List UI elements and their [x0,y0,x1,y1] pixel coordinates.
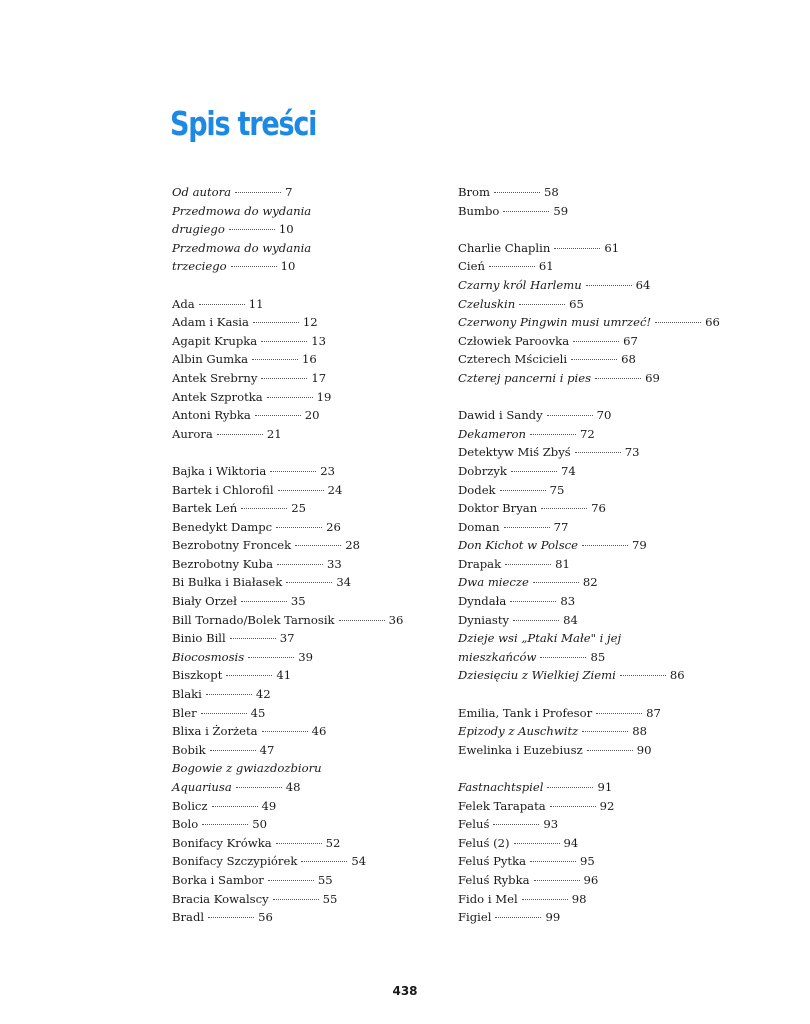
toc-entry-page: 11 [248,296,264,311]
dot-leader [229,229,275,230]
toc-entry-page: 37 [279,631,295,646]
dot-leader [547,415,593,416]
toc-entry-title: Ewelinka i Euzebiusz [458,742,583,757]
dot-leader [504,527,550,528]
toc-entry-page: 69 [645,370,660,385]
dot-leader [495,917,541,918]
toc-entry-page: 84 [563,612,578,627]
toc-entry-title: Bartek i Chlorofil [172,482,274,497]
toc-entry-title: Antek Srebrny [172,370,258,385]
toc-entry-title: Adam i Kasia [172,315,249,330]
toc-entry-title: Czerwony Pingwin musi umrzeć! [458,315,652,330]
toc-entry [172,908,442,927]
dot-leader [199,304,245,305]
toc-entry-title: Przedmowa do wydania [172,240,312,255]
toc-entry-title: Fastnachtspiel [458,780,544,794]
dot-leader [268,880,314,881]
toc-entry [172,722,442,741]
toc-entry-title: Dzieje wsi „Ptaki Małe" i jej [458,631,622,646]
section-gap [172,443,442,462]
dot-leader [212,806,258,807]
toc-entry-title: Bogowie z gwiazdozbioru [172,761,322,776]
toc-entry-page: 96 [583,872,599,887]
dot-leader [494,192,540,193]
dot-leader [530,434,576,435]
toc-entry-title: Biszkopt [172,668,223,683]
dot-leader [586,285,632,286]
toc-entry-page: 34 [336,575,352,590]
toc-entry-title: Bajka i Wiktoria [172,463,267,478]
toc-entry [458,555,748,574]
toc-entry-page: 12 [302,315,318,330]
toc-entry [172,183,442,202]
toc-entry-title: Dyniasty [458,612,510,627]
toc-entry [172,202,442,221]
dot-leader [301,861,347,862]
toc-entry-page: 26 [326,519,341,534]
toc-entry-page: 61 [538,259,554,274]
toc-entry-title: Cień [458,259,485,274]
dot-leader [273,899,319,900]
dot-leader [262,731,308,732]
dot-leader [587,750,633,751]
toc-entry-title: Dawid i Sandy [458,408,543,423]
toc-entry-page: 79 [632,538,647,553]
dot-leader [236,787,282,788]
toc-entry-title: Feluś Pytka [458,854,527,869]
toc-entry-page: 50 [252,817,267,832]
toc-entry [172,815,442,834]
toc-entry-page: 13 [311,333,326,348]
dot-leader [339,620,385,621]
toc-entry [458,666,748,685]
toc-entry-title: Blaki [172,687,202,702]
toc-entry-title: Bracia Kowalscy [172,891,269,906]
dot-leader [514,843,560,844]
toc-entry [172,704,442,723]
toc-entry-title: Przedmowa do wydania [172,203,312,218]
toc-entry [458,369,748,388]
dot-leader [261,378,307,379]
toc-entry-title: Aurora [172,426,213,441]
toc-entry-page: 93 [543,817,559,832]
toc-entry-page: 55 [322,891,338,906]
toc-entry-title: Człowiek Paroovka [458,333,570,348]
toc-entry [172,536,442,555]
dot-leader [575,452,621,453]
toc-entry [172,759,442,778]
toc-entry [458,481,748,500]
toc-entry-page: 16 [302,352,317,367]
toc-entry [458,629,748,648]
dot-leader [620,675,666,676]
toc-entry-page: 19 [316,389,332,404]
toc-entry [458,778,748,797]
toc-entry [458,890,748,909]
toc-entry-title: Czterej pancerni i pies [458,370,592,385]
dot-leader [493,824,539,825]
dot-leader [286,582,332,583]
page-title: Spis treści [170,104,317,143]
dot-leader [295,545,341,546]
toc-entry-page: 45 [250,705,266,720]
dot-leader [534,880,580,881]
toc-entry-title: Biały Orzeł [172,594,237,609]
toc-entry-title: Charlie Chaplin [458,240,551,255]
toc-entry [458,722,748,741]
toc-entry-title: drugiego [172,222,225,237]
toc-entry-page: 28 [345,538,360,553]
dot-leader [248,657,294,658]
toc-entry [172,313,442,332]
toc-entry-title: Dekameron [458,426,526,441]
dot-leader [253,322,299,323]
toc-entry-title: Bezrobotny Kuba [172,556,273,571]
toc-entry-page: 48 [285,780,301,794]
toc-entry [172,220,442,239]
toc-entry [458,499,748,518]
toc-entry-title: Dodek [458,482,496,497]
dot-leader [241,601,287,602]
toc-entry-page: 65 [569,296,584,311]
toc-entry-title: Doman [458,519,500,534]
toc-entry-page: 76 [591,501,606,516]
toc-entry-title: Feluś Rybka [458,872,530,887]
toc-entry-page: 83 [560,594,576,609]
toc-entry [172,295,442,314]
toc-entry-title: Bradl [172,910,205,925]
toc-entry-page: 54 [351,854,367,869]
toc-entry-page: 41 [276,668,292,683]
toc-entry-title: Feluś [458,817,490,832]
toc-entry-title: Brom [458,185,491,199]
page-number: 438 [392,984,418,998]
dot-leader [500,490,546,491]
dot-leader [226,675,272,676]
toc-entry [458,295,748,314]
dot-leader [202,824,248,825]
toc-entry [458,648,748,667]
toc-entry [172,834,442,853]
toc-entry [458,815,748,834]
toc-entry-title: Bonifacy Krówka [172,835,272,850]
toc-entry [458,202,748,221]
toc-entry-page: 74 [560,463,576,478]
toc-entry-page: 35 [290,594,306,609]
toc-entry-title: Bolo [172,817,199,832]
dot-leader [595,378,641,379]
toc-entry [458,871,748,890]
toc-entry-page: 94 [563,835,579,850]
toc-entry-title: Doktor Bryan [458,501,538,516]
toc-entry-page: 85 [590,649,606,664]
toc-entry [172,462,442,481]
toc-entry-title: Czarny król Harlemu [458,277,582,292]
toc-entry-title: Bi Bułka i Białasek [172,575,283,590]
toc-entry-title: Antoni Rybka [172,408,251,423]
toc-entry-page: 88 [632,724,648,739]
toc-entry [172,257,442,276]
section-gap [458,220,748,239]
toc-entry [458,592,748,611]
dot-leader [503,211,549,212]
toc-entry-page: 56 [258,910,273,925]
dot-leader [235,192,281,193]
dot-leader [550,806,596,807]
toc-entry [172,611,442,630]
toc-entry-title: Ada [172,296,195,311]
toc-entry [458,276,748,295]
toc-entry-title: Dziesięciu z Wielkiej Ziemi [458,668,616,683]
toc-entry-page: 21 [266,426,282,441]
toc-entry-page: 87 [646,705,661,720]
dot-leader [522,899,568,900]
toc-entry-title: Aquariusa [172,780,232,794]
toc-entry [458,573,748,592]
toc-entry-page: 47 [259,742,275,757]
toc-entry [172,425,442,444]
toc-entry-title: Felek Tarapata [458,798,546,813]
toc-entry [458,183,748,202]
toc-entry-page: 10 [280,259,296,274]
toc-entry-title: Bezrobotny Froncek [172,538,292,553]
toc-entry [172,388,442,407]
toc-entry-page: 72 [579,426,595,441]
toc-entry [172,666,442,685]
toc-entry [172,555,442,574]
toc-entry-page: 55 [317,872,333,887]
toc-entry-page: 23 [320,463,336,478]
toc-entry-page: 52 [325,835,341,850]
toc-entry [458,741,748,760]
toc-entry [172,871,442,890]
toc-entry-title: Emilia, Tank i Profesor [458,705,593,720]
toc-entry [458,425,748,444]
toc-entry-title: Albin Gumka [172,352,249,367]
toc-entry [172,778,442,797]
dot-leader [533,582,579,583]
toc-entry-page: 98 [571,891,587,906]
toc-entry-title: Czterech Mścicieli [458,352,568,367]
section-gap [458,685,748,704]
toc-entry-page: 10 [278,222,294,237]
toc-column-left [172,183,442,927]
toc-entry-title: Agapit Krupka [172,333,258,348]
toc-entry [172,518,442,537]
toc-entry [458,834,748,853]
toc-entry [172,648,442,667]
dot-leader [210,750,256,751]
toc-entry-title: Bumbo [458,203,500,218]
toc-entry-title: Detektyw Miś Zbyś [458,445,571,460]
toc-entry-title: Binio Bill [172,631,226,646]
toc-entry [458,518,748,537]
toc-entry-page: 49 [261,798,277,813]
dot-leader [582,731,628,732]
toc-entry-page: 91 [597,780,613,794]
toc-entry-page: 95 [580,854,595,869]
dot-leader [255,415,301,416]
dot-leader [206,694,252,695]
toc-entry [458,462,748,481]
toc-entry-page: 68 [621,352,636,367]
toc-entry-title: Bartek Leń [172,501,238,516]
dot-leader [513,620,559,621]
toc-entry [172,797,442,816]
section-gap [458,759,748,778]
toc-entry-page: 42 [255,687,271,702]
toc-entry-page: 24 [327,482,343,497]
dot-leader [573,341,619,342]
toc-entry-title: Antek Szprotka [172,389,263,404]
toc-entry [172,481,442,500]
toc-entry-page: 25 [291,501,306,516]
toc-entry-page: 70 [596,408,612,423]
toc-entry [458,239,748,258]
dot-leader [530,861,576,862]
toc-entry-title: Feluś (2) [458,835,510,850]
dot-leader [208,917,254,918]
toc-entry [172,332,442,351]
toc-entry [172,573,442,592]
section-gap [172,276,442,295]
toc-entry [172,890,442,909]
dot-leader [489,266,535,267]
toc-entry [172,350,442,369]
dot-leader [541,508,587,509]
toc-entry-page: 33 [326,556,342,571]
dot-leader [571,359,617,360]
toc-entry-page: 64 [635,277,651,292]
toc-entry-title: Dwa miecze [458,575,529,590]
toc-entry-page: 99 [545,910,561,925]
toc-entry-title: Dobrzyk [458,463,507,478]
toc-entry [458,704,748,723]
toc-entry-title: Biocosmosis [172,649,245,664]
toc-entry-title: Bler [172,705,197,720]
toc-entry-title: Benedykt Dampc [172,519,273,534]
toc-entry-title: Figiel [458,910,492,925]
toc-entry-title: mieszkańców [458,649,537,664]
toc-entry [172,239,442,258]
toc-entry-title: Bonifacy Szczypiórek [172,854,298,869]
toc-entry-page: 39 [298,649,313,664]
toc-entry [172,629,442,648]
dot-leader [231,266,277,267]
dot-leader [655,322,701,323]
toc-entry-title: Don Kichot w Polsce [458,538,579,553]
dot-leader [241,508,287,509]
toc-entry-title: Bobik [172,742,206,757]
toc-entry-page: 61 [604,240,620,255]
toc-entry-page: 90 [636,742,652,757]
toc-entry-page: 67 [623,333,638,348]
toc-entry [458,797,748,816]
toc-entry-title: Dyndała [458,594,507,609]
toc-entry-page: 20 [304,408,320,423]
toc-entry-page: 36 [388,612,404,627]
dot-leader [261,341,307,342]
toc-entry [458,350,748,369]
dot-leader [511,471,557,472]
dot-leader [519,304,565,305]
toc-entry-title: Drapak [458,556,502,571]
dot-leader [276,527,322,528]
dot-leader [510,601,556,602]
toc-entry [458,257,748,276]
toc-entry-page: 7 [285,185,293,199]
toc-entry [172,741,442,760]
dot-leader [252,359,298,360]
toc-entry-page: 86 [669,668,685,683]
dot-leader [217,434,263,435]
toc-entry-title: Epizody z Auschwitz [458,724,579,739]
toc-entry-page: 17 [311,370,327,385]
toc-entry-title: Od autora [172,185,232,199]
toc-entry-page: 58 [544,185,559,199]
dot-leader [201,713,247,714]
dot-leader [278,490,324,491]
toc-entry-title: Borka i Sambor [172,872,264,887]
section-gap [458,388,748,407]
toc-entry-title: Czeluskin [458,296,516,311]
toc-entry-page: 77 [553,519,569,534]
toc-entry [458,313,748,332]
toc-entry-page: 73 [624,445,640,460]
toc-entry [458,908,748,927]
dot-leader [270,471,316,472]
toc-entry [172,499,442,518]
toc-entry [458,852,748,871]
toc-entry [172,406,442,425]
dot-leader [276,843,322,844]
toc-entry-title: trzeciego [172,259,227,274]
dot-leader [540,657,586,658]
dot-leader [277,564,323,565]
toc-entry [172,852,442,871]
toc-entry-title: Bill Tornado/Bolek Tarnosik [172,612,335,627]
dot-leader [547,787,593,788]
toc-entry [172,369,442,388]
toc-entry-title: Blixa i Żorżeta [172,724,258,739]
toc-entry-title: Bolicz [172,798,208,813]
toc-entry [458,536,748,555]
dot-leader [554,248,600,249]
dot-leader [267,397,313,398]
toc-entry [458,611,748,630]
dot-leader [505,564,551,565]
dot-leader [582,545,628,546]
toc-entry-page: 92 [599,798,615,813]
toc-entry-page: 82 [582,575,598,590]
toc-entry [458,406,748,425]
dot-leader [230,638,276,639]
toc-entry [172,685,442,704]
toc-entry [172,592,442,611]
toc-entry-title: Fido i Mel [458,891,518,906]
toc-entry-page: 75 [549,482,565,497]
toc-entry-page: 46 [311,724,327,739]
toc-entry [458,332,748,351]
toc-entry-page: 59 [553,203,569,218]
toc-entry-page: 81 [555,556,570,571]
toc-entry [458,443,748,462]
toc-column-right [458,183,748,927]
dot-leader [596,713,642,714]
toc-entry-page: 66 [705,315,720,330]
